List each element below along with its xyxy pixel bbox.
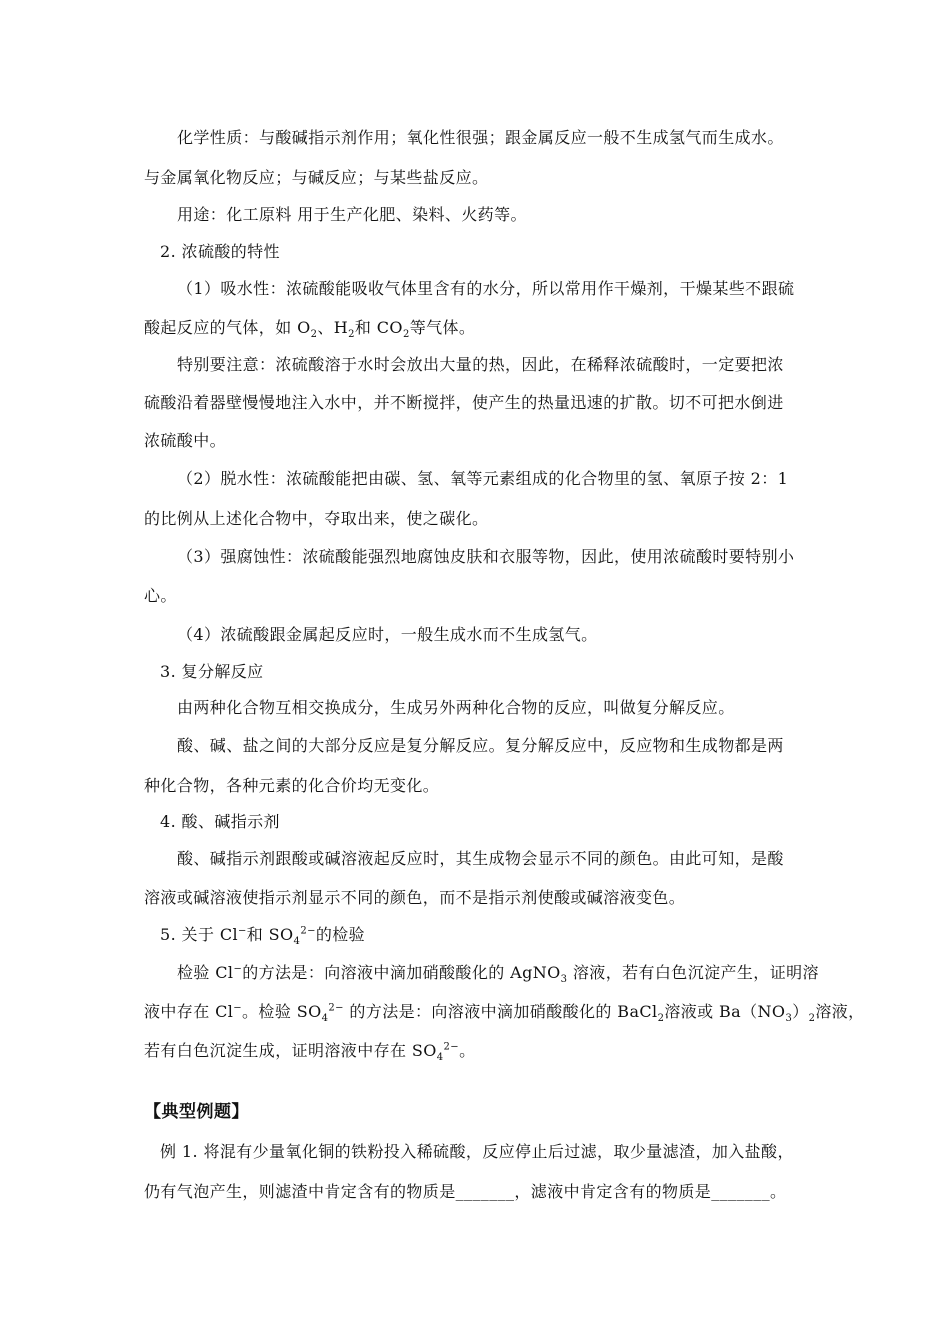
example-1-line-1: 例 1. 将混有少量氧化铜的铁粉投入稀硫酸，反应停止后过滤，取少量滤渣，加入盐酸， [160, 1142, 794, 1161]
paragraph-chloride-test [0, 962, 950, 984]
subscript: 2 [657, 1013, 665, 1025]
text-run: 等气体。 [409, 318, 476, 337]
paragraph-corrosiveness-cont: 心。 [144, 586, 177, 605]
text-run: 的检验 [315, 925, 366, 944]
subscript: 3 [560, 974, 568, 986]
paragraph-acid-base-salt: 酸、碱、盐之间的大部分反应是复分解反应。复分解反应中，反应物和生成物都是两 [177, 736, 784, 755]
text-run: 溶液， [815, 1002, 865, 1021]
text-run: 的方法是：向溶液中滴加硝酸酸化的 AgNO [242, 963, 561, 982]
subscript: 2 [808, 1013, 816, 1025]
paragraph-acid-base-salt-cont: 种化合物，各种元素的化合价均无变化。 [144, 776, 440, 795]
subscript: 2 [348, 329, 355, 341]
paragraph-sulfate-test-cont [0, 1040, 950, 1062]
text-run: 溶液，若有白色沉淀产生，证明溶 [567, 963, 819, 982]
text-run: 的方法是：向溶液中滴加硝酸酸化的 BaCl [343, 1002, 658, 1021]
superscript: 2− [328, 1002, 344, 1014]
paragraph-special-note-cont: 硫酸沿着器壁慢慢地注入水中，并不断搅拌，使产生的热量迅速的扩散。切不可把水倒进 [144, 393, 784, 412]
text-run: 酸起反应的气体，如 O [144, 318, 311, 337]
text-run: 液中存在 Cl [144, 1002, 234, 1021]
section-heading-5 [0, 924, 950, 946]
text-run: 5. 关于 Cl [160, 925, 238, 944]
superscript: 2− [443, 1041, 460, 1053]
paragraph-dehydration-cont: 的比例从上述化合物中，夺取出来，使之碳化。 [144, 509, 489, 528]
paragraph-chemical-properties-cont: 与金属氧化物反应；与碱反应；与某些盐反应。 [144, 168, 489, 187]
paragraph-corrosiveness: （3）强腐蚀性：浓硫酸能强烈地腐蚀皮肤和衣服等物，因此，使用浓硫酸时要特别小 [177, 547, 795, 566]
paragraph-water-absorption-cont [0, 317, 950, 339]
paragraph-chemical-properties: 化学性质：与酸碱指示剂作用；氧化性很强；跟金属反应一般不生成氢气而生成水。 [177, 128, 784, 147]
paragraph-double-decomposition: 由两种化合物互相交换成分，生成另外两种化合物的反应，叫做复分解反应。 [177, 698, 735, 717]
section-heading-typical-examples: 【典型例题】 [144, 1102, 249, 1122]
text-run: 。检验 SO [242, 1002, 322, 1021]
text-run: 和 SO [246, 925, 294, 944]
subscript: 2 [402, 329, 410, 341]
section-heading-4: 4. 酸、碱指示剂 [160, 812, 280, 831]
subscript: 2 [310, 329, 318, 341]
text-run: ） [792, 1002, 809, 1021]
superscript: − [233, 1002, 243, 1014]
paragraph-dehydration: （2）脱水性：浓硫酸能把由碳、氢、氧等元素组成的化合物里的氢、氧原子按 2：1 [177, 469, 789, 488]
paragraph-indicators-cont: 溶液或碱溶液使指示剂显示不同的颜色，而不是指示剂使酸或碱溶液变色。 [144, 888, 686, 907]
subscript: 3 [785, 1013, 793, 1025]
subscript: 4 [436, 1052, 444, 1064]
text-run: 。 [459, 1041, 476, 1060]
section-heading-3: 3. 复分解反应 [160, 662, 264, 681]
paragraph-water-absorption: （1）吸水性：浓硫酸能吸收气体里含有的水分，所以常用作干燥剂，干燥某些不跟硫 [177, 279, 795, 298]
text-run: 、H [317, 318, 349, 337]
paragraph-indicators: 酸、碱指示剂跟酸或碱溶液起反应时，其生成物会显示不同的颜色。由此可知，是酸 [177, 849, 784, 868]
text-run: 溶液或 Ba（NO [664, 1002, 786, 1021]
section-heading-2: 2. 浓硫酸的特性 [160, 242, 280, 261]
subscript: 4 [293, 936, 301, 948]
text-run: 和 CO [354, 318, 403, 337]
paragraph-sulfate-test [0, 1001, 950, 1023]
superscript: 2− [300, 925, 316, 937]
example-1-line-2: 仍有气泡产生，则滤渣中肯定含有的物质是_______，滤液中肯定含有的物质是_______。 [144, 1182, 787, 1201]
superscript: − [238, 925, 247, 937]
paragraph-special-note: 特别要注意：浓硫酸溶于水时会放出大量的热，因此，在稀释浓硫酸时，一定要把浓 [177, 355, 784, 374]
subscript: 4 [321, 1013, 329, 1025]
text-run: 检验 Cl [177, 963, 234, 982]
superscript: − [233, 963, 243, 975]
paragraph-metal-reaction: （4）浓硫酸跟金属起反应时，一般生成水而不生成氢气。 [177, 625, 598, 644]
text-run: 若有白色沉淀生成，证明溶液中存在 SO [144, 1041, 437, 1060]
paragraph-special-note-end: 浓硫酸中。 [144, 431, 227, 450]
paragraph-uses: 用途：化工原料 用于生产化肥、染料、火药等。 [177, 205, 527, 224]
